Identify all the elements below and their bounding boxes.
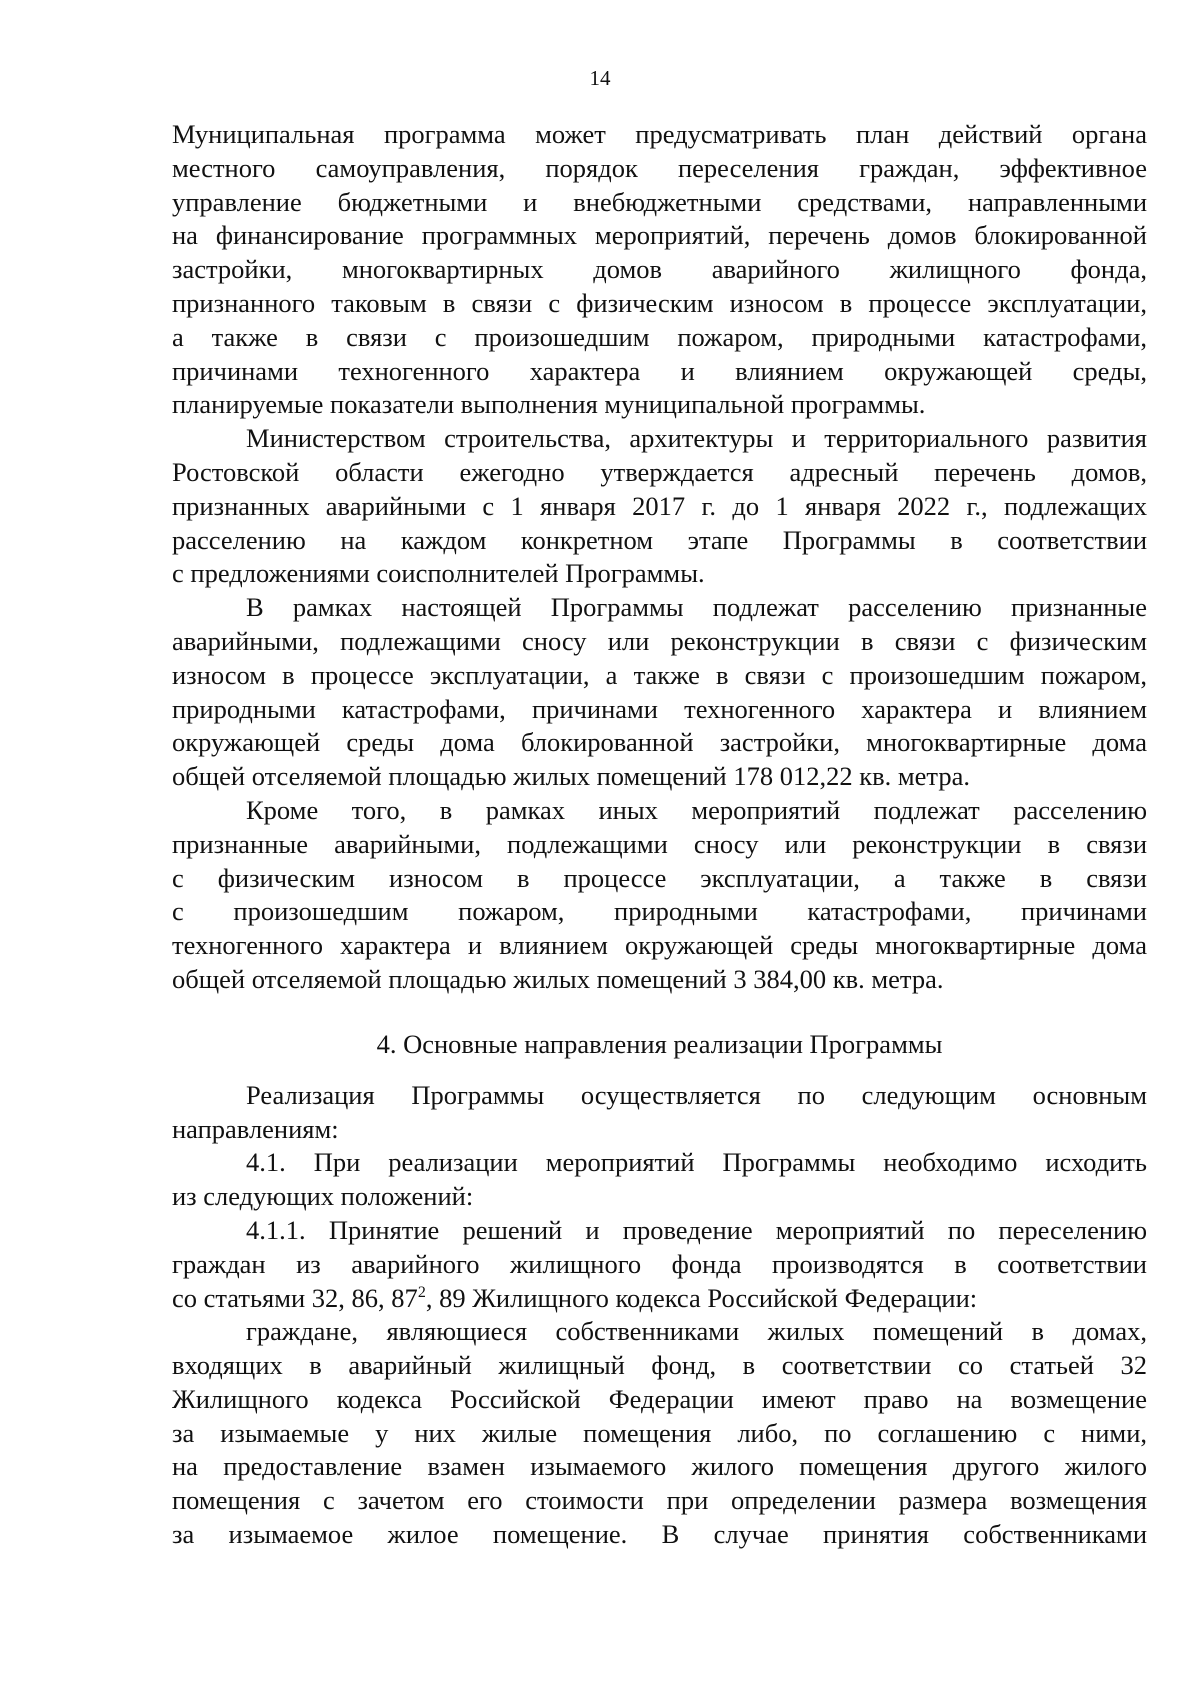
text-line: планируемые показатели выполнения муниципальной программы. — [172, 389, 926, 420]
text-line: Министерством строительства, архитектуры и территориального развития — [246, 423, 1147, 454]
text-line: за изымаемые у них жилые помещения либо, по соглашению с ними, — [172, 1417, 1147, 1448]
text-line: признанные аварийными, подлежащими сносу или реконструкции в связи — [172, 828, 1147, 859]
text-line: а также в связи с произошедшим пожаром, природными катастрофами, — [172, 321, 1147, 352]
text-line: за изымаемое жилое помещение. В случае принятия собственниками — [172, 1519, 1147, 1550]
text-line: Муниципальная программа может предусматривать план действий органа — [172, 119, 1147, 149]
text-line: общей отселяемой площадью жилых помещений 178 012,22 кв. метра. — [172, 761, 970, 792]
text-line: В рамках настоящей Программы подлежат расселению признанные — [246, 592, 1147, 623]
text-line: направлениям: — [172, 1113, 339, 1144]
text-line — [172, 1282, 1147, 1316]
superscript: 2 — [417, 1283, 426, 1301]
text-segment: , 89 Жилищного кодекса Российской Федерации: — [425, 1282, 978, 1313]
text-line: 4.1.1. Принятие решений и проведение мероприятий по переселению — [246, 1214, 1147, 1245]
text-line: Кроме того, в рамках иных мероприятий подлежат расселению — [246, 794, 1147, 825]
text-line: 4.1. При реализации мероприятий Программы необходимо исходить — [246, 1147, 1147, 1178]
text-line: граждан из аварийного жилищного фонда производятся в соответствии — [172, 1248, 1147, 1279]
text-line: износом в процессе эксплуатации, а также в связи с произошедшим пожаром, — [172, 659, 1147, 690]
text-line: природными катастрофами, причинами техногенного характера и влиянием — [172, 693, 1147, 724]
text-segment: со статьями 32, 86, 87 — [172, 1282, 418, 1313]
text-line: окружающей среды дома блокированной застройки, многоквартирные дома — [172, 727, 1147, 758]
text-line: Реализация Программы осуществляется по следующим основным — [246, 1079, 1147, 1110]
text-line: на финансирование программных мероприятий, перечень домов блокированной — [172, 220, 1147, 251]
text-line: местного самоуправления, порядок переселения граждан, эффективное — [172, 152, 1147, 183]
text-line: с физическим износом в процессе эксплуатации, а также в связи — [172, 862, 1147, 893]
text-line: аварийными, подлежащими сносу или реконструкции в связи с физическим — [172, 625, 1147, 656]
text-line: техногенного характера и влиянием окружающей среды многоквартирные дома — [172, 930, 1147, 961]
text-line: с произошедшим пожаром, природными катастрофами, причинами — [172, 896, 1147, 927]
text-line: причинами техногенного характера и влиянием окружающей среды, — [172, 355, 1147, 386]
text-line: расселению на каждом конкретном этапе Программы в соответствии — [172, 524, 1147, 555]
text-line: признанных аварийными с 1 января 2017 г. до 1 января 2022 г., подлежащих — [172, 490, 1147, 521]
text-line: из следующих положений: — [172, 1181, 474, 1212]
text-line: входящих в аварийный жилищный фонд, в соответствии со статьей 32 — [172, 1350, 1147, 1381]
text-line: на предоставление взамен изымаемого жилого помещения другого жилого — [172, 1451, 1147, 1482]
text-line: общей отселяемой площадью жилых помещений 3 384,00 кв. метра. — [172, 963, 944, 994]
text-line: управление бюджетными и внебюджетными средствами, направленными — [172, 186, 1147, 217]
text-line: Жилищного кодекса Российской Федерации имеют право на возмещение — [172, 1383, 1147, 1414]
text-line: застройки, многоквартирных домов аварийного жилищного фонда, — [172, 254, 1147, 285]
text-line: помещения с зачетом его стоимости при определении размера возмещения — [172, 1485, 1147, 1516]
text-line: Ростовской области ежегодно утверждается адресный перечень домов, — [172, 456, 1147, 487]
text-line: признанного таковым в связи с физическим износом в процессе эксплуатации, — [172, 287, 1147, 318]
section-heading: 4. Основные направления реализации Программы — [376, 1028, 943, 1059]
text-line: граждане, являющиеся собственниками жилых помещений в домах, — [246, 1316, 1147, 1347]
document-body — [172, 118, 1147, 1552]
page-number: 14 — [589, 66, 611, 90]
text-line: с предложениями соисполнителей Программы. — [172, 558, 705, 589]
